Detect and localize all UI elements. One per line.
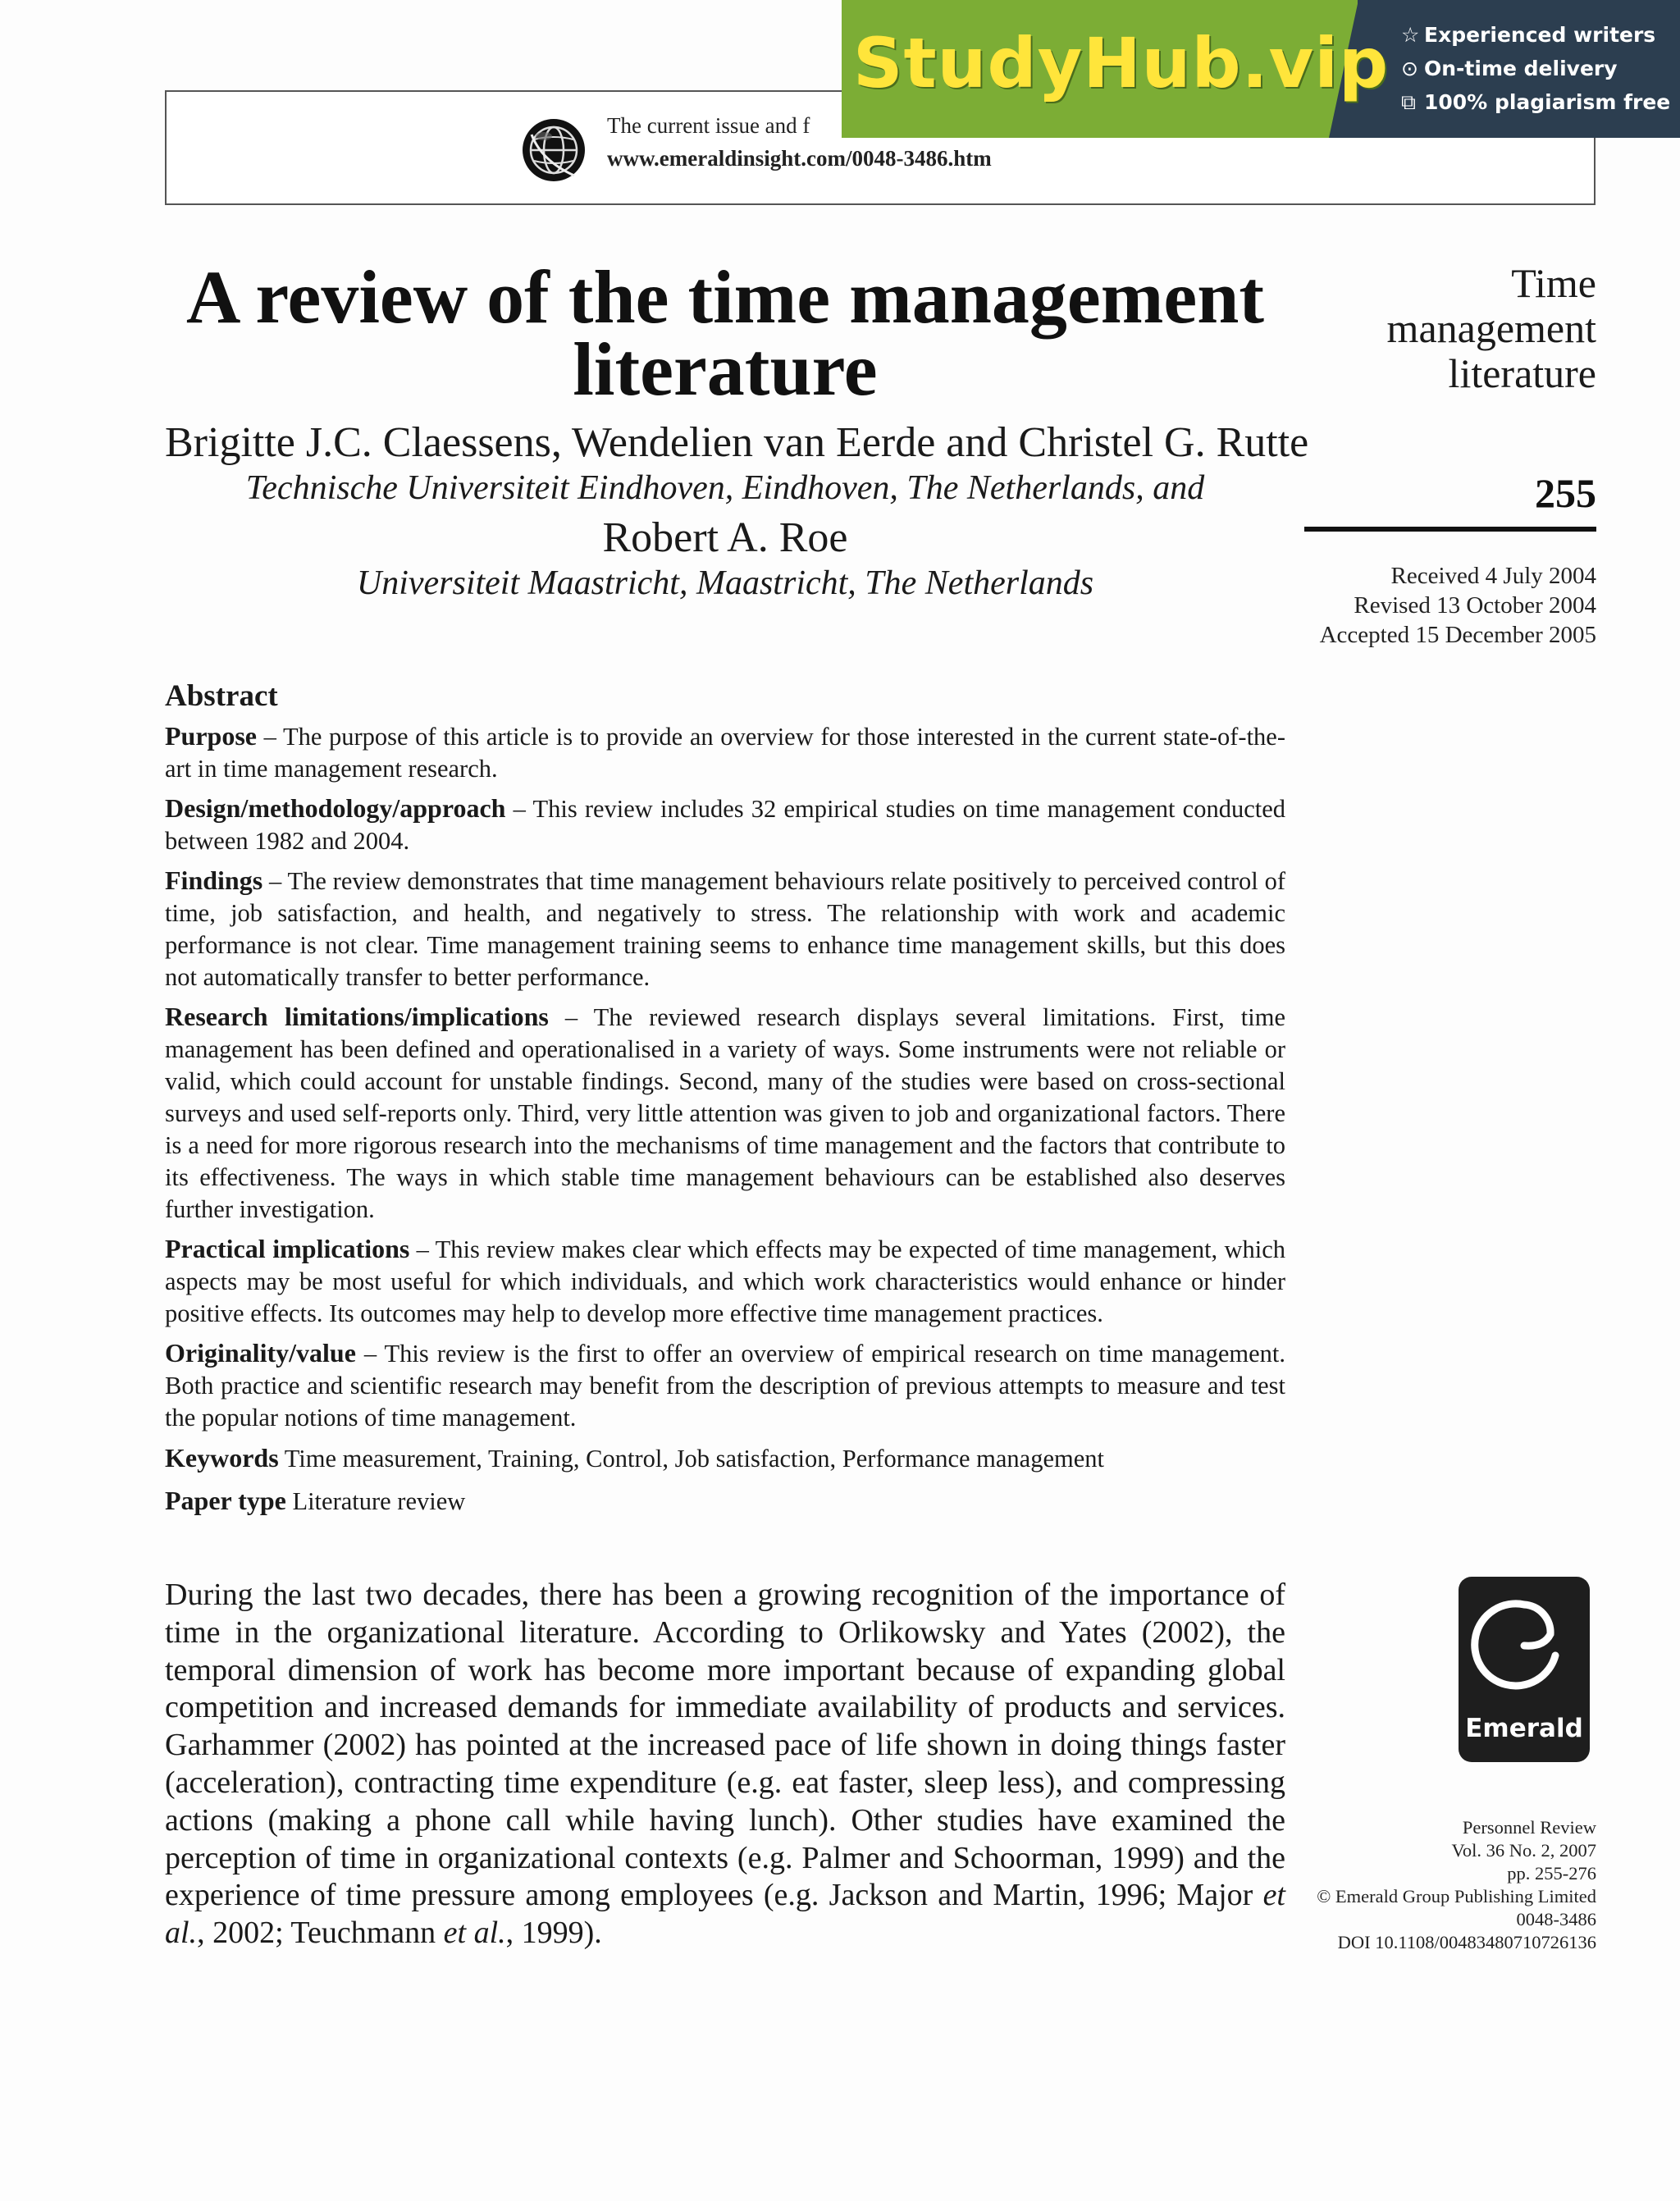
revised-date: Revised 13 October 2004	[1354, 592, 1596, 619]
article-history	[1263, 561, 1596, 650]
running-head-line: literature	[1448, 350, 1596, 396]
feature-experienced-writers	[1401, 23, 1655, 47]
section-label: Purpose	[165, 721, 257, 751]
section-label: Practical implications	[165, 1234, 410, 1263]
keywords-text: Time measurement, Training, Control, Job satisfaction, Performance management	[278, 1445, 1104, 1473]
emerald-wordmark: Emerald	[1465, 1714, 1583, 1743]
globe-icon	[517, 112, 591, 185]
feature-plagiarism-free	[1401, 90, 1670, 115]
keywords	[165, 1442, 1285, 1475]
body-text-italic: et al.	[165, 1878, 1285, 1951]
paper-type-label: Paper type	[165, 1486, 286, 1515]
journal-volume: Vol. 36 No. 2, 2007	[1451, 1840, 1596, 1861]
copy-icon: ⧉	[1401, 90, 1416, 114]
authors: Brigitte J.C. Claessens, Wendelien van Eerde and Christel G. Rutte	[165, 419, 1309, 466]
feature-label: On-time delivery	[1424, 57, 1618, 80]
section-text: – The reviewed research displays several limitations. First, time management has been defined and operationalised in a variety of ways. Some instruments were not reliable or valid, which could account for unstable findings. Second, many of the studies were based on cross-sectional surveys and used self-reports only. Third, very little attention was given to job and organizational factors. There is a need for more rigorous research into the mechanisms of time management and the factors that contribute to its effectiveness. The ways in which stable time management behaviours can be established also deserves further investigation.	[165, 1003, 1285, 1223]
paper-type	[165, 1485, 1285, 1518]
studyhub-logo[interactable]: StudyHub.vip	[853, 23, 1390, 103]
issn: 0048-3486	[1516, 1909, 1596, 1929]
clock-icon: ⊙	[1401, 57, 1418, 80]
abstract-design	[165, 792, 1285, 857]
abstract-heading: Abstract	[165, 679, 278, 713]
affiliation: Universiteit Maastricht, Maastricht, The Netherlands	[356, 564, 1094, 602]
accepted-date: Accepted 15 December 2005	[1319, 622, 1596, 648]
title-line: literature	[573, 327, 878, 411]
abstract-limitations	[165, 1001, 1285, 1226]
paper-type-text: Literature review	[285, 1487, 466, 1515]
section-label: Research limitations/implications	[165, 1002, 549, 1031]
feature-label: 100% plagiarism free	[1424, 90, 1671, 114]
article-title	[165, 255, 1285, 411]
keywords-label: Keywords	[165, 1443, 279, 1473]
feature-on-time-delivery	[1401, 57, 1618, 80]
title-line: A review of the time management	[185, 255, 1265, 339]
body-text-run: , 2002; Teuchmann	[197, 1916, 444, 1951]
doi-link[interactable]: DOI 10.1108/00483480710726136	[1337, 1932, 1596, 1952]
journal-url-link[interactable]: www.emeraldinsight.com/0048-3486.htm	[607, 146, 992, 171]
affiliation: Technische Universiteit Eindhoven, Eindhoven, The Netherlands, and	[245, 469, 1205, 507]
journal-name: Personnel Review	[1462, 1817, 1596, 1838]
feature-label: Experienced writers	[1424, 23, 1656, 47]
running-head-line: management	[1386, 305, 1596, 351]
body-text-run: , 1999).	[505, 1916, 602, 1951]
section-label: Design/methodology/approach	[165, 793, 506, 823]
section-text: – The review demonstrates that time management behaviours relate positively to perceived control of time, job satisfaction, and health, and negatively to stress. The relationship with work and academic performance is not clear. Time management training seems to enhance time management skills, but this does not automatically transfer to better performance.	[165, 867, 1285, 991]
author: Robert A. Roe	[602, 514, 848, 561]
section-label: Findings	[165, 865, 263, 895]
star-icon: ☆	[1401, 23, 1420, 47]
section-label: Originality/value	[165, 1338, 356, 1368]
notice-text: The current issue and f	[607, 113, 810, 138]
section-text: – This review is the first to offer an overview of empirical research on time management. Both practice and scientific research may benefit from the description of previous attempts to measure and test the popular notions of time management.	[165, 1340, 1285, 1432]
running-head-line: Time	[1511, 260, 1596, 306]
running-head	[1304, 261, 1596, 396]
body-text-italic: et al.	[443, 1916, 506, 1951]
copyright: © Emerald Group Publishing Limited	[1317, 1886, 1596, 1906]
abstract-findings	[165, 865, 1285, 993]
section-text: – This review makes clear which effects may be expected of time management, which aspects may be most useful for which individuals, and which work characteristics would enhance or hinder positive effects. Its outcomes may help to develop more effective time management practices.	[165, 1235, 1286, 1327]
abstract-originality	[165, 1337, 1285, 1434]
section-text: – The purpose of this article is to provide an overview for those interested in the current state-of-the-art in time management research.	[165, 723, 1285, 783]
section-text: – This review includes 32 empirical studies on time management conducted between 1982 and 2004.	[165, 795, 1285, 855]
body-text-run: During the last two decades, there has been a growing recognition of the importance of time in the organizational literature. According to Orlikowsky and Yates (2002), the temporal dimension of work has become more important because of expanding global competition and increased demands for immediate availability of products and services. Garhammer (2002) has pointed at the increased pace of life shown in doing things faster (acceleration), contracting time expenditure (e.g. eat faster, sleep less), and compressing actions (making a phone call while having lunch). Other studies have examined the perception of time in organizational contexts (e.g. Palmer and Schoorman, 1999) and the experience of time pressure among employees (e.g. Jackson and Martin, 1996; Major	[165, 1578, 1285, 1913]
divider	[1304, 527, 1596, 532]
page-number: 255	[1535, 470, 1596, 516]
abstract	[165, 678, 1285, 1527]
body-paragraph	[165, 1577, 1285, 1952]
journal-pages: pp. 255-276	[1507, 1863, 1596, 1884]
abstract-purpose	[165, 720, 1285, 785]
received-date: Received 4 July 2004	[1390, 563, 1596, 589]
journal-info	[1263, 1816, 1596, 1954]
abstract-practical	[165, 1233, 1285, 1330]
